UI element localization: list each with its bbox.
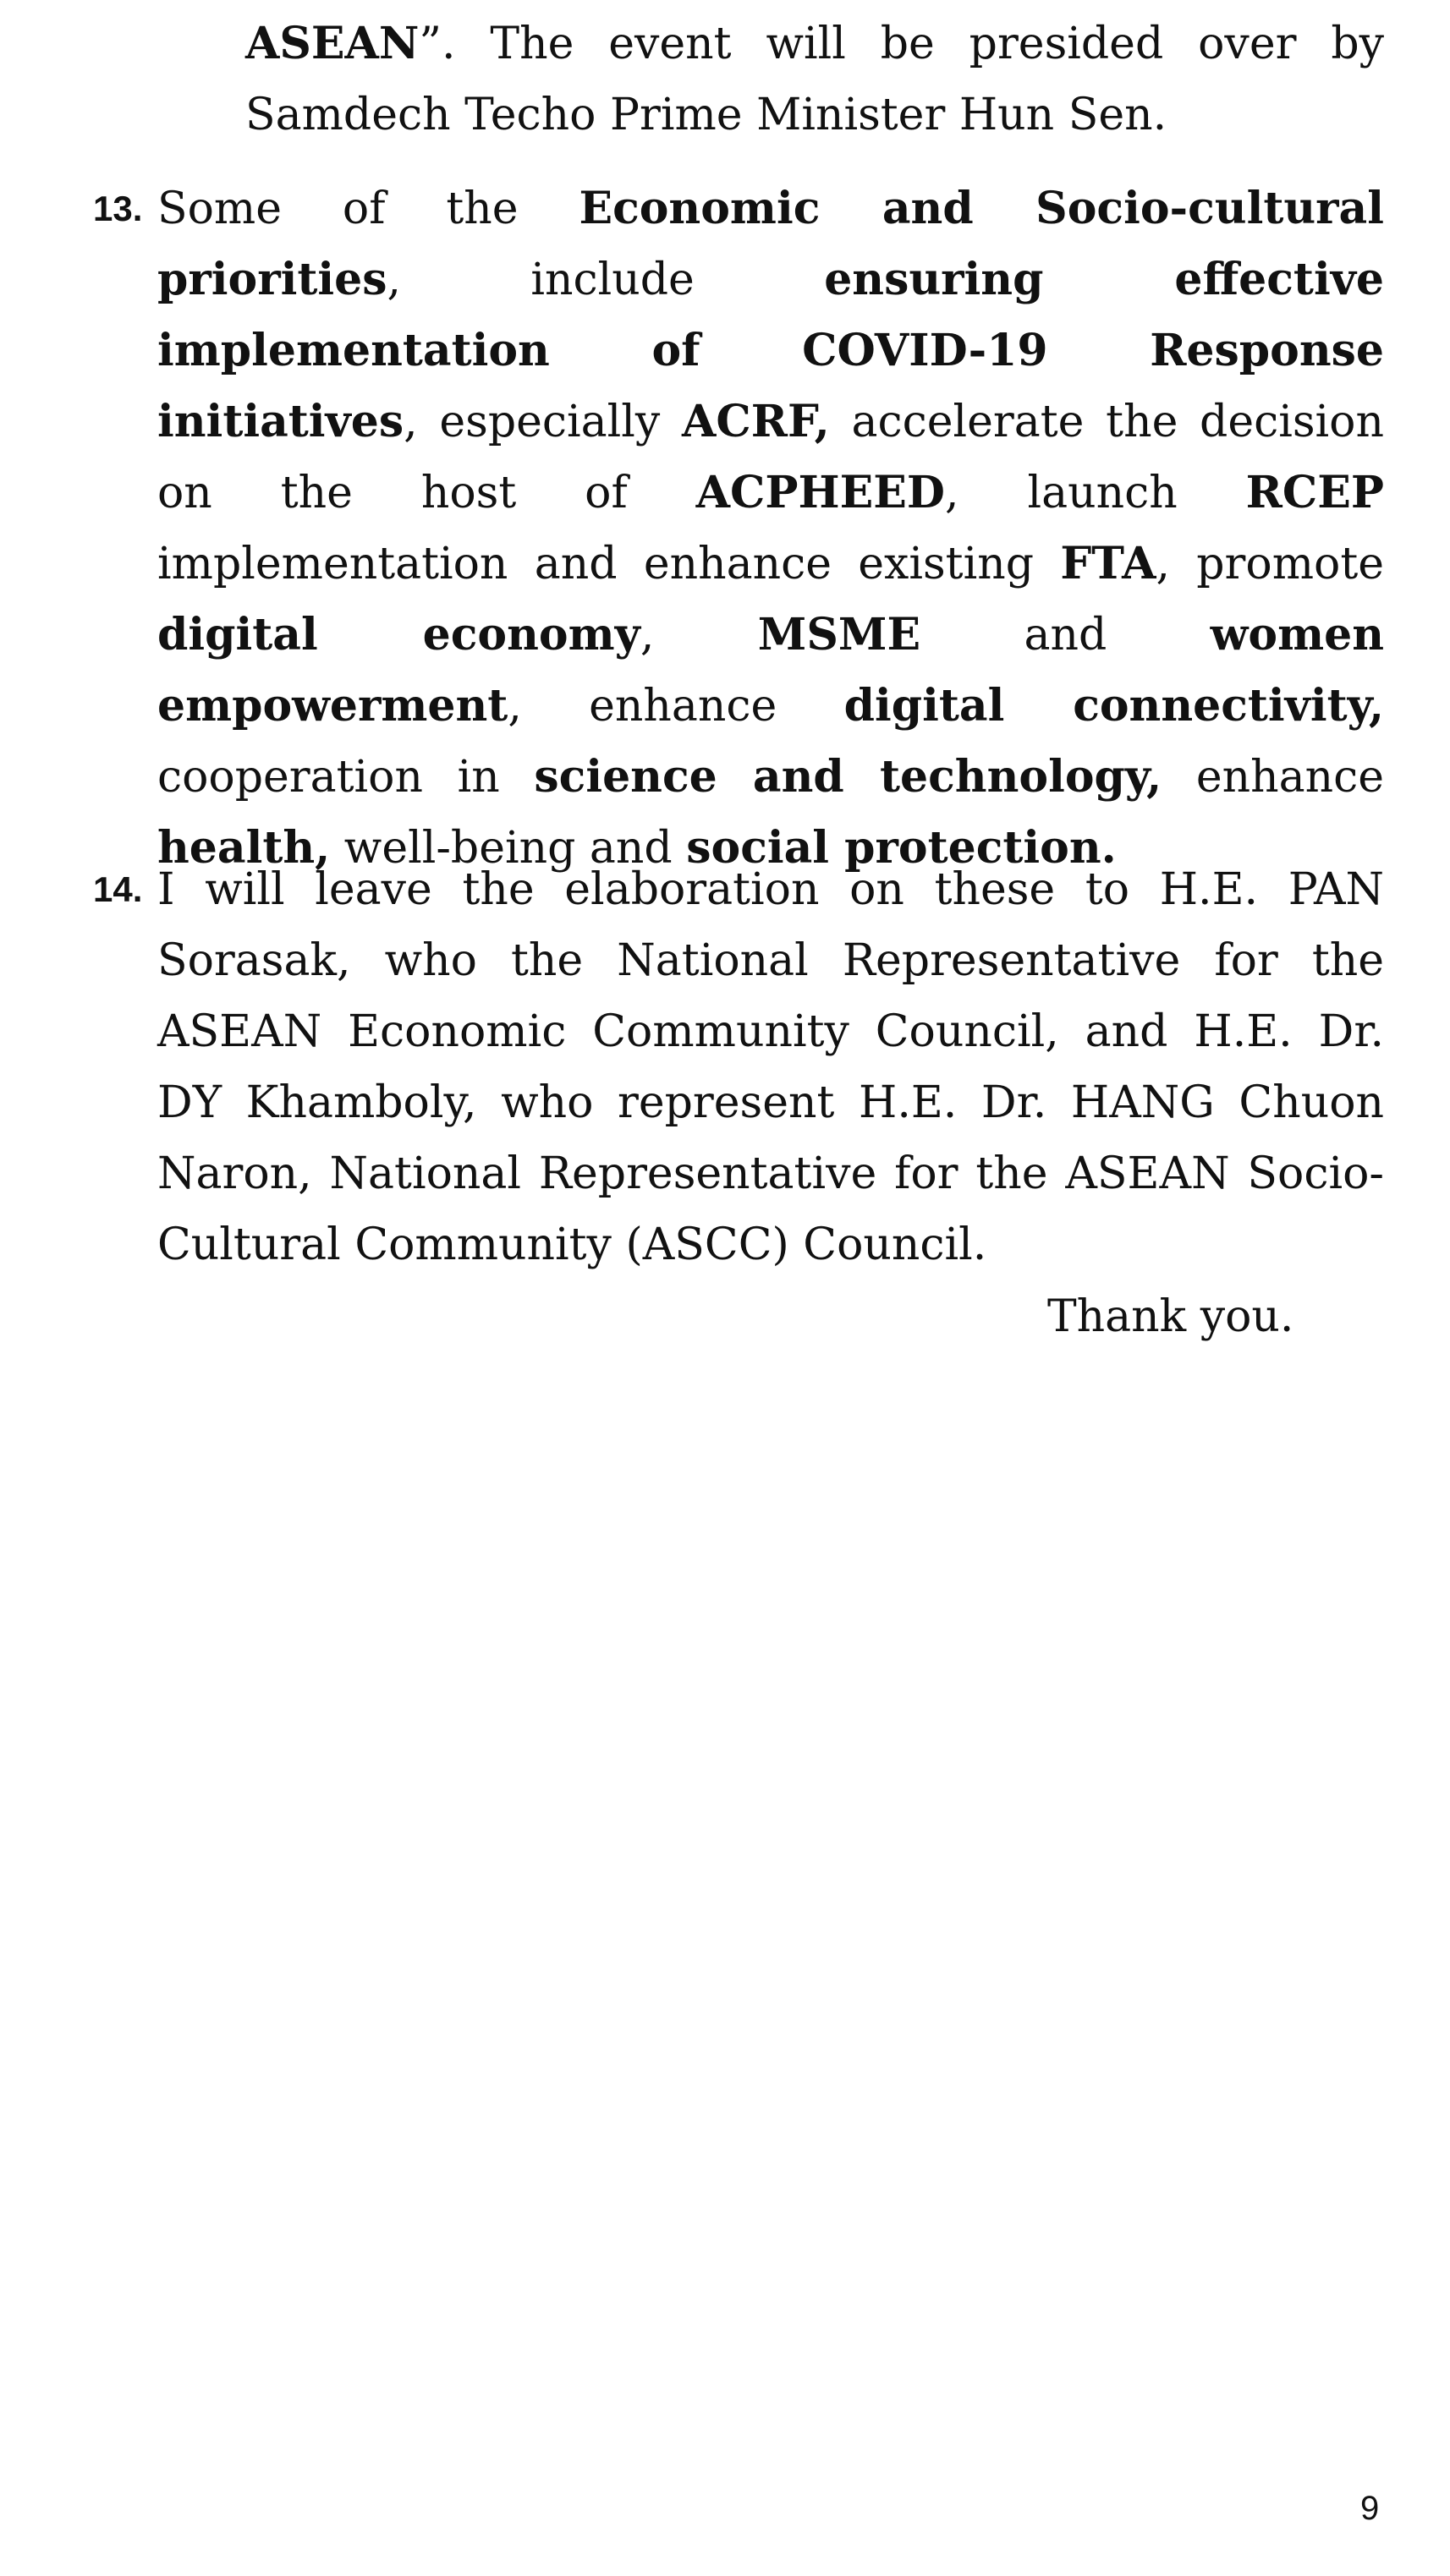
text-segment-bold: health, — [157, 822, 331, 874]
item-number: 13. — [93, 189, 143, 228]
text-segment-bold: digital economy — [157, 609, 640, 660]
text-segment-bold: ACRF, — [682, 396, 830, 447]
text-segment-bold: Economic and Socio-cultural priorities — [157, 183, 1384, 305]
text-segment: , — [640, 610, 758, 660]
text-segment-bold: science and technology, — [534, 751, 1162, 803]
text-segment: well-being and — [330, 823, 687, 874]
text-segment: , enhance — [508, 681, 844, 732]
text-segment-bold: women empowerment — [157, 609, 1385, 732]
page-number: 9 — [1360, 2490, 1380, 2527]
text-segment-bold: FTA — [1060, 538, 1156, 589]
text-segment: enhance — [1162, 752, 1384, 803]
item-number: 14. — [93, 869, 143, 909]
text-segment: Some of the — [157, 184, 579, 234]
closing-text: Thank you. — [1047, 1291, 1294, 1342]
text-segment: , launch — [945, 468, 1246, 518]
item-text — [157, 173, 1384, 884]
text-segment: , especially — [404, 397, 683, 447]
list-item-14 — [93, 854, 1384, 1280]
text-segment: implementation and enhance existing — [157, 539, 1061, 589]
continued-paragraph — [245, 8, 1384, 151]
item-text: I will leave the elaboration on these to H.E. PAN Sorasak, who the National Representative for the ASEAN Economic Community Council, and H.E. Dr. DY Khamboly, who represent H.E. Dr. HANG Chuon Naron, National Representative for the ASEAN Socio-Cultural Community (ASCC) Council. — [157, 864, 1384, 1270]
list-item-13 — [93, 173, 1384, 884]
text-segment-bold: RCEP — [1245, 467, 1384, 518]
text-segment: accelerate the decision on the host of — [157, 397, 1384, 518]
text-segment-bold: MSME — [757, 609, 921, 660]
text-segment: cooperation in — [157, 752, 535, 803]
text-segment-bold: social protection. — [686, 822, 1117, 874]
text-segment: , include — [387, 255, 825, 305]
continued-bold-lead: ASEAN — [245, 18, 420, 69]
text-segment-bold: digital connectivity, — [843, 680, 1385, 732]
continued-text: ”. The event will be presided over by Samdech Techo Prime Minister Hun Sen. — [245, 19, 1384, 140]
text-segment-bold: ACPHEED — [695, 467, 945, 518]
text-segment: and — [920, 610, 1211, 660]
text-segment-bold: ensuring effective implementation of COVID-19 Response initiatives — [157, 254, 1385, 447]
text-segment: , promote — [1156, 539, 1385, 589]
